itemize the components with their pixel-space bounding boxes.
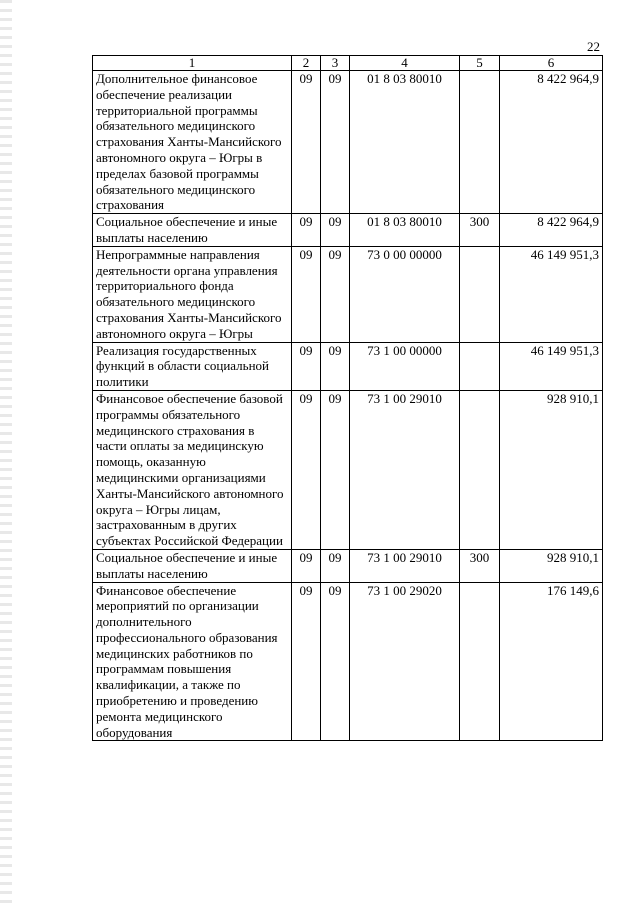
header-col-3: 3	[321, 56, 350, 71]
row-target-code: 01 8 03 80010	[350, 71, 460, 214]
row-name: Социальное обеспечение и иные выплаты населению	[93, 549, 292, 582]
row-name: Финансовое обеспечение мероприятий по организации дополнительного профессионального образования медицинских работников по программам повышения квалификации, а также по приобретению и проведению ремонта медицинского оборудования	[93, 582, 292, 741]
row-section: 09	[292, 246, 321, 342]
row-target-code: 73 1 00 29020	[350, 582, 460, 741]
table-row	[93, 71, 603, 214]
row-target-code: 01 8 03 80010	[350, 214, 460, 247]
page-number: 22	[587, 39, 600, 54]
header-col-1: 1	[93, 56, 292, 71]
row-target-code: 73 0 00 00000	[350, 246, 460, 342]
header-col-6: 6	[500, 56, 603, 71]
row-expense-type	[460, 71, 500, 214]
table-row	[93, 342, 603, 390]
row-subsection: 09	[321, 582, 350, 741]
row-section: 09	[292, 390, 321, 549]
row-name: Реализация государственных функций в области социальной политики	[93, 342, 292, 390]
row-amount: 928 910,1	[500, 390, 603, 549]
row-target-code: 73 1 00 29010	[350, 549, 460, 582]
row-amount: 46 149 951,3	[500, 342, 603, 390]
row-name: Дополнительное финансовое обеспечение реализации территориальной программы обязательного медицинского страхования Ханты-Мансийского автономного округа – Югры в пределах базовой программы обязательного медицинского страхования	[93, 71, 292, 214]
row-target-code: 73 1 00 00000	[350, 342, 460, 390]
row-expense-type	[460, 342, 500, 390]
table-row	[93, 214, 603, 247]
header-row	[93, 56, 603, 71]
row-subsection: 09	[321, 246, 350, 342]
row-section: 09	[292, 582, 321, 741]
header-col-4: 4	[350, 56, 460, 71]
row-amount: 8 422 964,9	[500, 214, 603, 247]
row-subsection: 09	[321, 390, 350, 549]
table-row	[93, 246, 603, 342]
row-subsection: 09	[321, 71, 350, 214]
table-row	[93, 582, 603, 741]
row-expense-type	[460, 390, 500, 549]
row-target-code: 73 1 00 29010	[350, 390, 460, 549]
row-name: Непрограммные направления деятельности органа управления территориального фонда обязательного медицинского страхования Ханты-Мансийского автономного округа – Югры	[93, 246, 292, 342]
header-col-5: 5	[460, 56, 500, 71]
row-subsection: 09	[321, 549, 350, 582]
row-subsection: 09	[321, 214, 350, 247]
row-section: 09	[292, 549, 321, 582]
row-amount: 8 422 964,9	[500, 71, 603, 214]
header-col-2: 2	[292, 56, 321, 71]
row-expense-type: 300	[460, 214, 500, 247]
row-amount: 176 149,6	[500, 582, 603, 741]
row-name: Социальное обеспечение и иные выплаты населению	[93, 214, 292, 247]
row-amount: 928 910,1	[500, 549, 603, 582]
row-name: Финансовое обеспечение базовой программы обязательного медицинского страхования в части оплаты за медицинскую помощь, оказанную медицинскими организациями Ханты-Мансийского автономного округа – Югры лицам, застрахованным в других субъектах Российской Федерации	[93, 390, 292, 549]
row-section: 09	[292, 71, 321, 214]
table-row	[93, 549, 603, 582]
row-section: 09	[292, 342, 321, 390]
row-expense-type	[460, 246, 500, 342]
table-row	[93, 390, 603, 549]
row-subsection: 09	[321, 342, 350, 390]
row-section: 09	[292, 214, 321, 247]
binding-edge	[0, 0, 12, 905]
budget-table	[92, 55, 603, 741]
row-expense-type	[460, 582, 500, 741]
row-expense-type: 300	[460, 549, 500, 582]
row-amount: 46 149 951,3	[500, 246, 603, 342]
